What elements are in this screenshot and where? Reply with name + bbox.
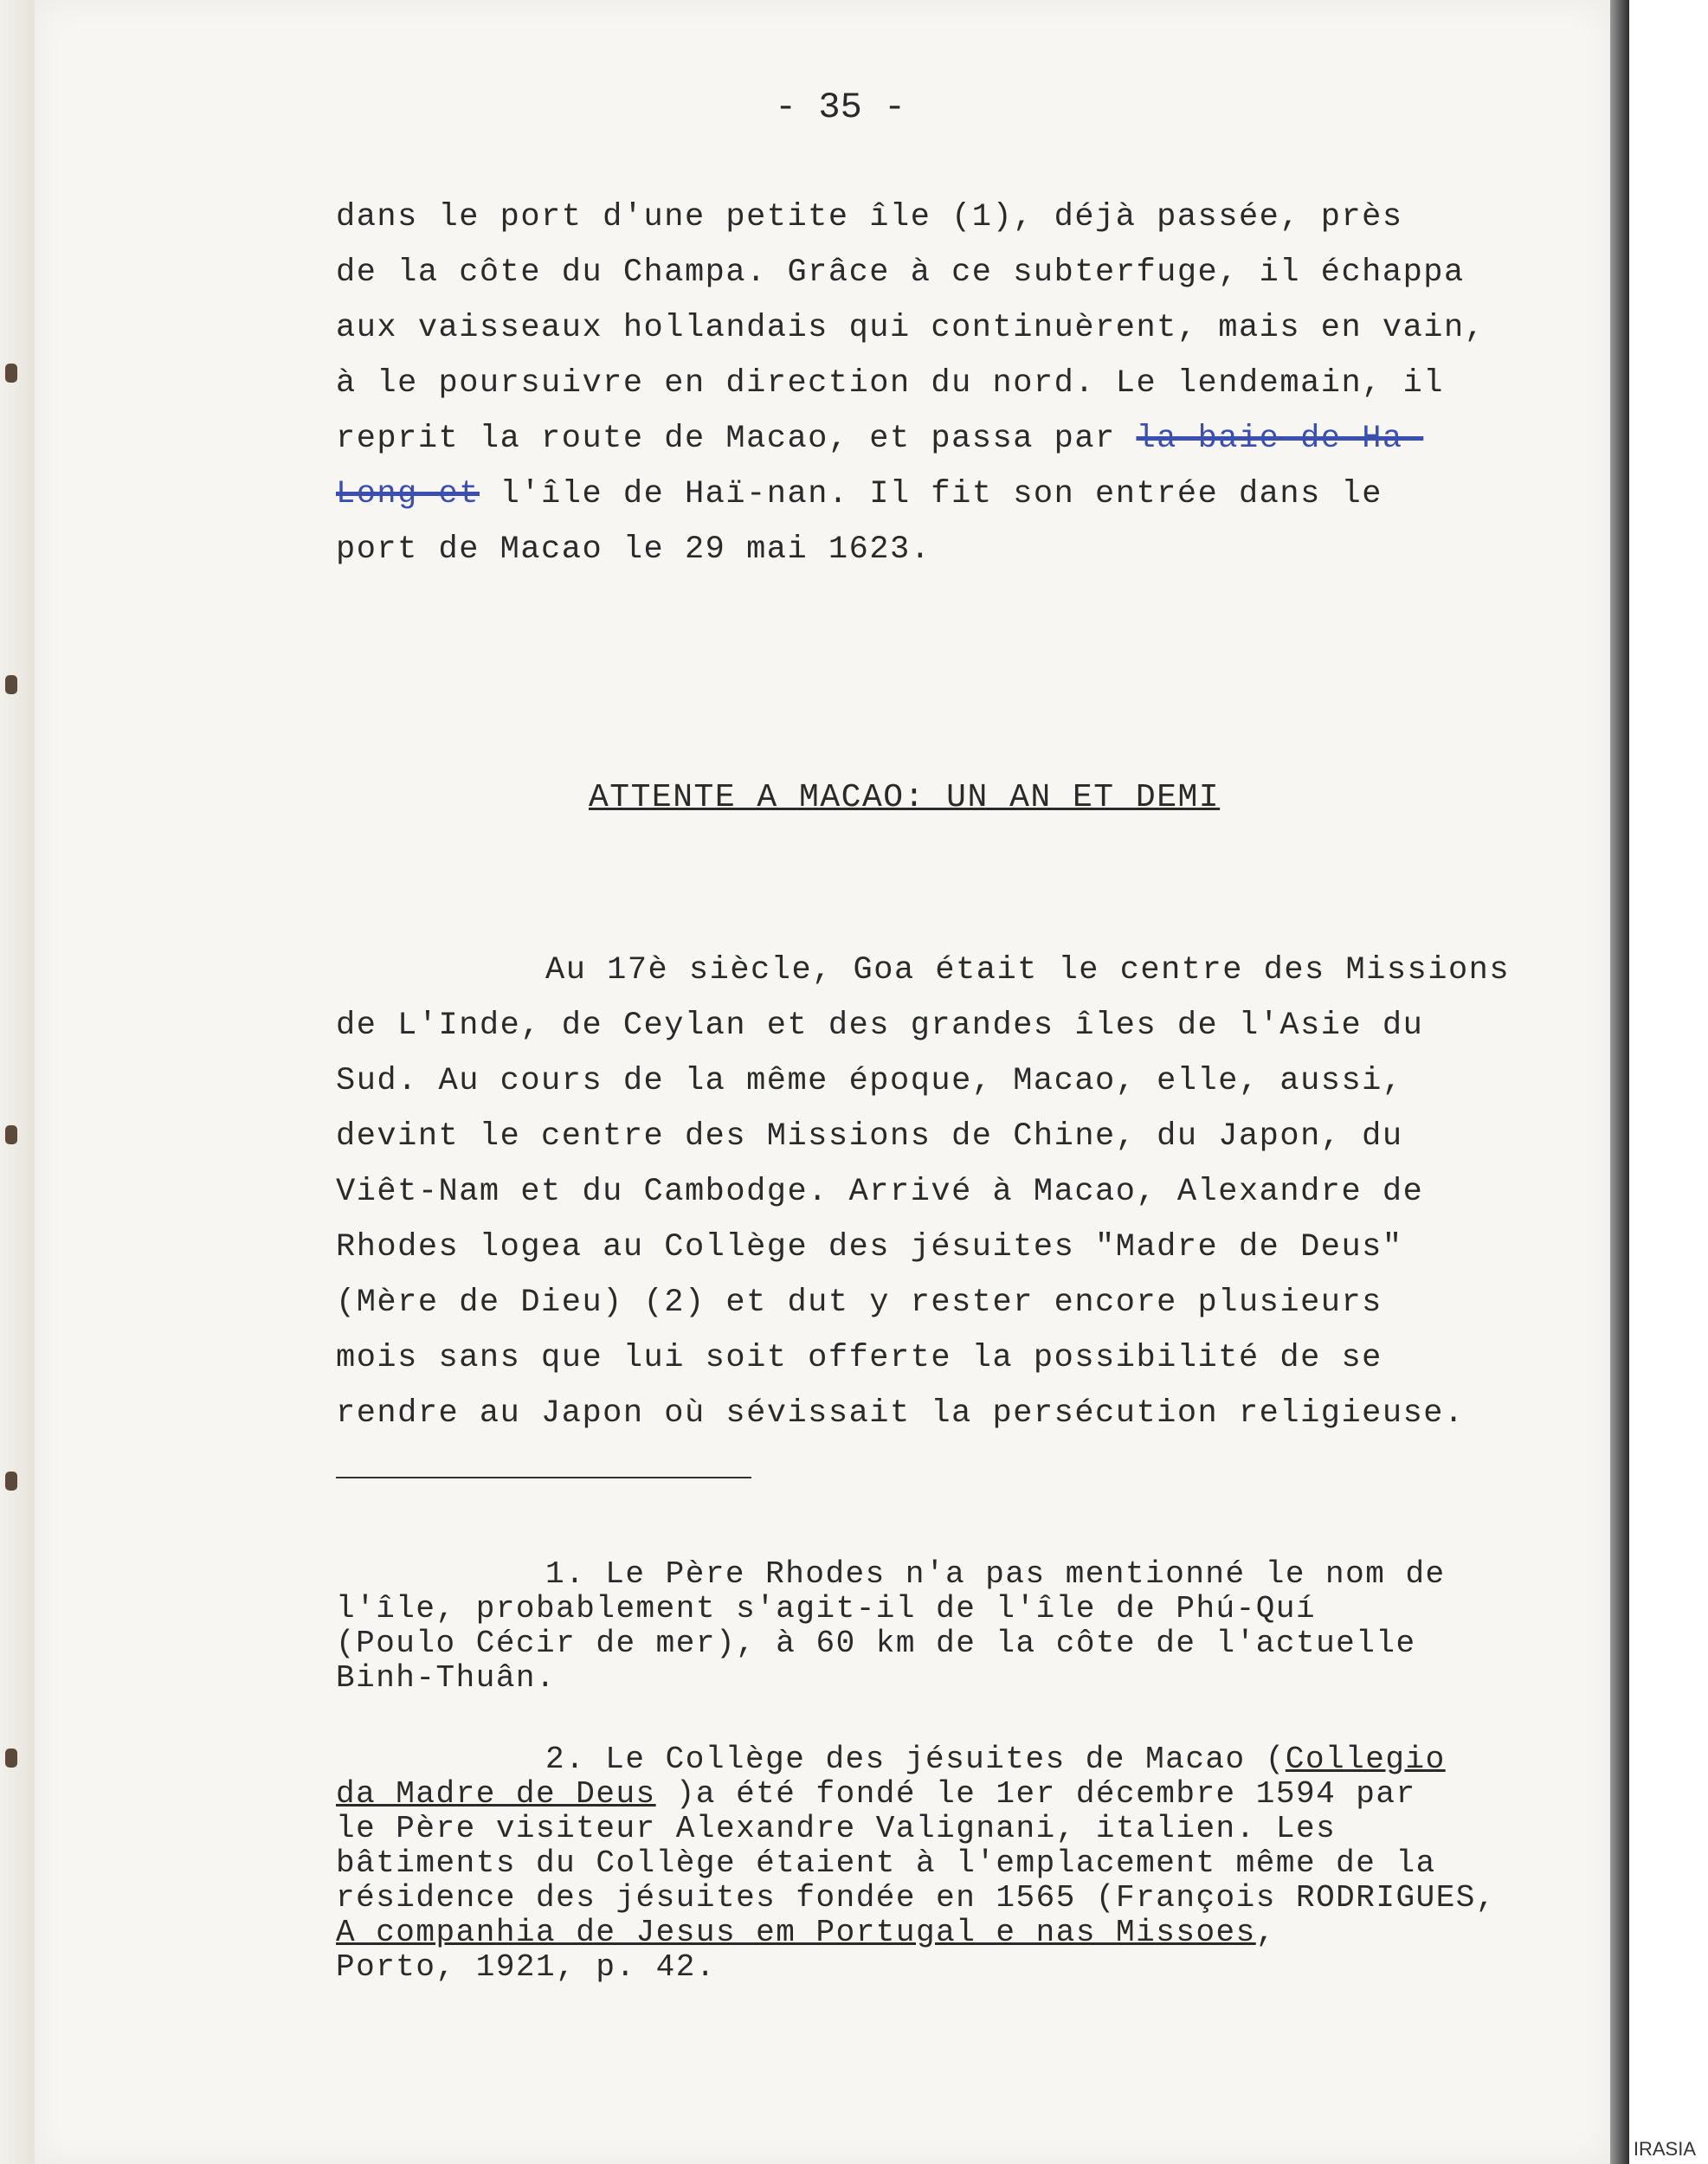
binding-hole <box>5 1125 17 1144</box>
paragraph2-line: Au 17è siècle, Goa était le centre des Missions <box>545 952 1511 989</box>
paragraph2-line: mois sans que lui soit offerte la possibilité de se <box>336 1340 1383 1376</box>
footnote1-line: l'île, probablement s'agit-il de l'île de Phú-Quí <box>336 1591 1317 1626</box>
paragraph1-line: port de Macao le 29 mai 1623. <box>336 531 931 568</box>
binding-hole <box>5 1749 17 1768</box>
footnote1-line: 1. Le Père Rhodes n'a pas mentionné le nom de <box>545 1556 1446 1592</box>
text-run: , <box>1255 1915 1276 1950</box>
page-binding <box>0 0 35 2164</box>
paragraph2-line: de L'Inde, de Ceylan et des grandes îles de l'Asie du <box>336 1008 1424 1044</box>
struck-text: Long et <box>336 476 480 512</box>
text-run: )a été fondé le 1er décembre 1594 par <box>655 1776 1416 1812</box>
struck-text: la baie de Ha- <box>1136 421 1424 457</box>
paragraph2-line: Sud. Au cours de la même époque, Macao, elle, aussi, <box>336 1063 1403 1099</box>
paragraph1-line <box>336 476 1383 512</box>
paragraph1-line: aux vaisseaux hollandais qui continuèrent, mais en vain, <box>336 310 1486 346</box>
footnote2-line: Porto, 1921, p. 42. <box>336 1949 716 1985</box>
underlined-title: A companhia de Jesus em Portugal e nas Missoes <box>336 1915 1256 1950</box>
watermark: IRASIA <box>1633 2138 1696 2160</box>
paragraph2-line: (Mère de Dieu) (2) et dut y rester encore plusieurs <box>336 1285 1383 1321</box>
underlined-title: Collegio <box>1285 1742 1446 1777</box>
footnote1-line: Binh-Thuân. <box>336 1660 557 1696</box>
footnote2-line: bâtiments du Collège étaient à l'emplacement même de la <box>336 1845 1436 1881</box>
underlined-title: da Madre de Deus <box>336 1776 656 1812</box>
footnote1-line: (Poulo Cécir de mer), à 60 km de la côte de l'actuelle <box>336 1626 1416 1661</box>
text-run: reprit la route de Macao, et passa par <box>336 421 1137 457</box>
footnote2-line <box>336 1915 1276 1950</box>
footnote2-line: résidence des jésuites fondée en 1565 (François RODRIGUES, <box>336 1880 1497 1916</box>
paragraph1-line: dans le port d'une petite île (1), déjà passée, près <box>336 199 1403 235</box>
binding-hole <box>5 675 17 694</box>
paragraph1-line: de la côte du Champa. Grâce à ce subterfuge, il échappa <box>336 254 1465 291</box>
footnote-separator <box>336 1477 751 1478</box>
page-edge-shadow <box>1610 0 1629 2164</box>
footnote2-line: le Père visiteur Alexandre Valignani, italien. Les <box>336 1811 1337 1846</box>
section-heading: ATTENTE A MACAO: UN AN ET DEMI <box>589 779 1221 816</box>
paragraph1-line: à le poursuivre en direction du nord. Le lendemain, il <box>336 365 1444 402</box>
paragraph1-line <box>336 421 1423 457</box>
page-number: - 35 - <box>775 87 906 128</box>
footnote2-line <box>545 1742 1446 1777</box>
paragraph2-line: devint le centre des Missions de Chine, du Japon, du <box>336 1118 1403 1155</box>
binding-hole <box>5 1472 17 1491</box>
footnote2-line <box>336 1776 1416 1812</box>
binding-hole <box>5 364 17 383</box>
paragraph2-line: Rhodes logea au Collège des jésuites "Madre de Deus" <box>336 1229 1403 1266</box>
paragraph2-line: rendre au Japon où sévissait la persécution religieuse. <box>336 1395 1465 1432</box>
text-run: 2. Le Collège des jésuites de Macao ( <box>545 1742 1286 1777</box>
paragraph2-line: Viêt-Nam et du Cambodge. Arrivé à Macao, Alexandre de <box>336 1174 1424 1210</box>
text-run: l'île de Haï-nan. Il fit son entrée dans le <box>479 476 1383 512</box>
